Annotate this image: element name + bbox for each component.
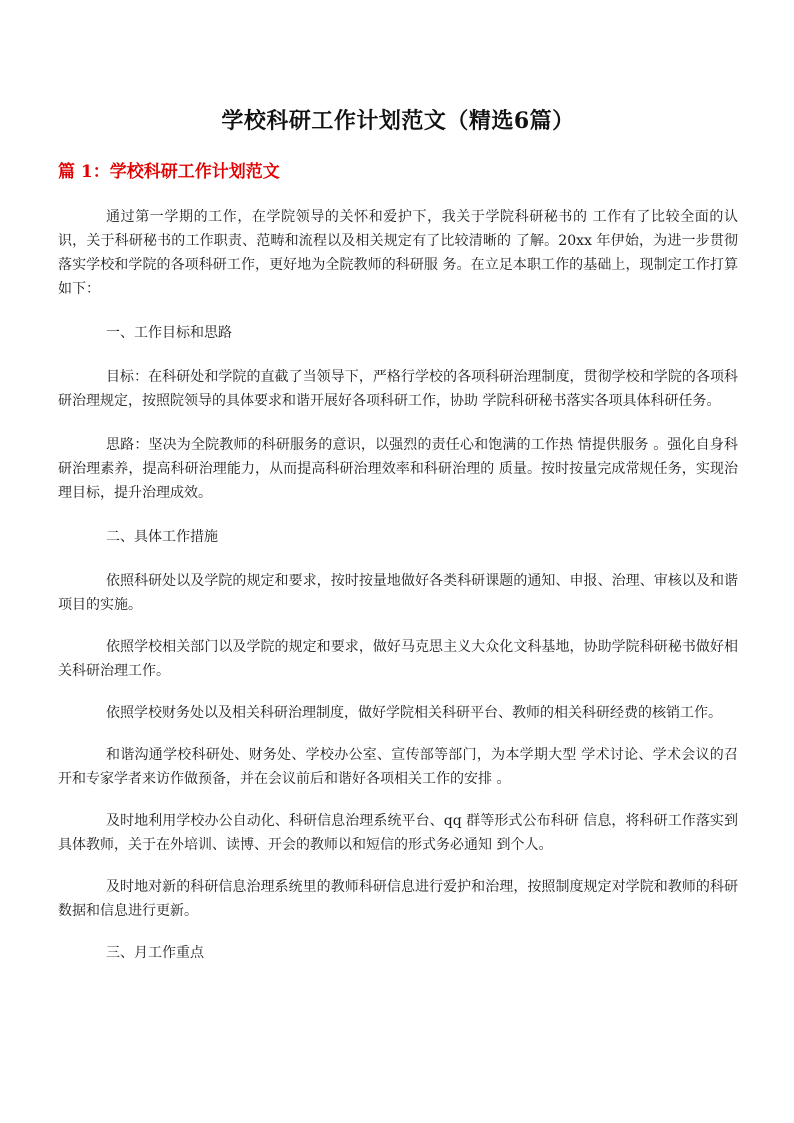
measure-paragraph-2: 依照学校相关部门以及学院的规定和要求，做好马克思主义大众化文科基地，协助学院科研秘书做好相关科研治理工作。 (58, 639, 738, 679)
goal-paragraph: 目标：在科研处和学院的直截了当领导下，严格行学校的各项科研治理制度，贯彻学校和学院的各项科研治理规定，按照院领导的具体要求和谐开展好各项科研工作，协助 学院科研秘书落实各项具体科研任务。 (58, 369, 738, 409)
measure-paragraph-1: 依照科研处以及学院的规定和要求，按时按量地做好各类科研课题的通知、申报、治理、审核以及和谐项目的实施。 (58, 573, 738, 613)
measure-paragraph-6: 及时地对新的科研信息治理系统里的教师科研信息进行爱护和治理，按照制度规定对学院和教师的科研数据和信息进行更新。 (58, 879, 738, 919)
subheading-monthly-focus: 三、月工作重点 (106, 945, 204, 961)
measure-paragraph-4: 和谐沟通学校科研处、财务处、学校办公室、宣传部等部门，为本学期大型 学术讨论、学术会议的召开和专家学者来访作做预备，并在会议前后和谐好各项相关工作的安排 。 (58, 747, 738, 787)
section-heading: 篇 1：学校科研工作计划范文 (58, 162, 280, 182)
measure-paragraph-3: 依照学校财务处以及相关科研治理制度，做好学院相关科研平台、教师的相关科研经费的核销工作。 (106, 705, 722, 721)
intro-paragraph: 通过第一学期的工作，在学院领导的关怀和爱护下，我关于学院科研秘书的 工作有了比较全面的认识，关于科研秘书的工作职责、范畴和流程以及相关规定有了比较清晰的 了解。20xx 年伊始，为进一步贯彻落实学校和学院的各项科研工作，更好地为全院教师的科研服 务。在立足本职工作的基础上，现制定工作打算如下： (58, 209, 738, 297)
document-body (58, 205, 738, 985)
approach-paragraph: 思路：坚决为全院教师的科研服务的意识，以强烈的责任心和饱满的工作热 情提供服务 。强化自身科研治理素养，提高科研治理能力，从而提高科研治理效率和科研治理的 质量。按时按量完成常规任务，实现治理目标，提升治理成效。 (58, 437, 738, 501)
subheading-measures: 二、具体工作措施 (106, 529, 218, 545)
subheading-goals: 一、工作目标和思路 (106, 325, 232, 341)
document-title: 学校科研工作计划范文（精选6篇） (221, 108, 575, 134)
measure-paragraph-5: 及时地利用学校办公自动化、科研信息治理系统平台、qq 群等形式公布科研 信息，将科研工作落实到具体教师，关于在外培训、读博、开会的教师以和短信的形式务必通知 到个人。 (58, 813, 738, 853)
